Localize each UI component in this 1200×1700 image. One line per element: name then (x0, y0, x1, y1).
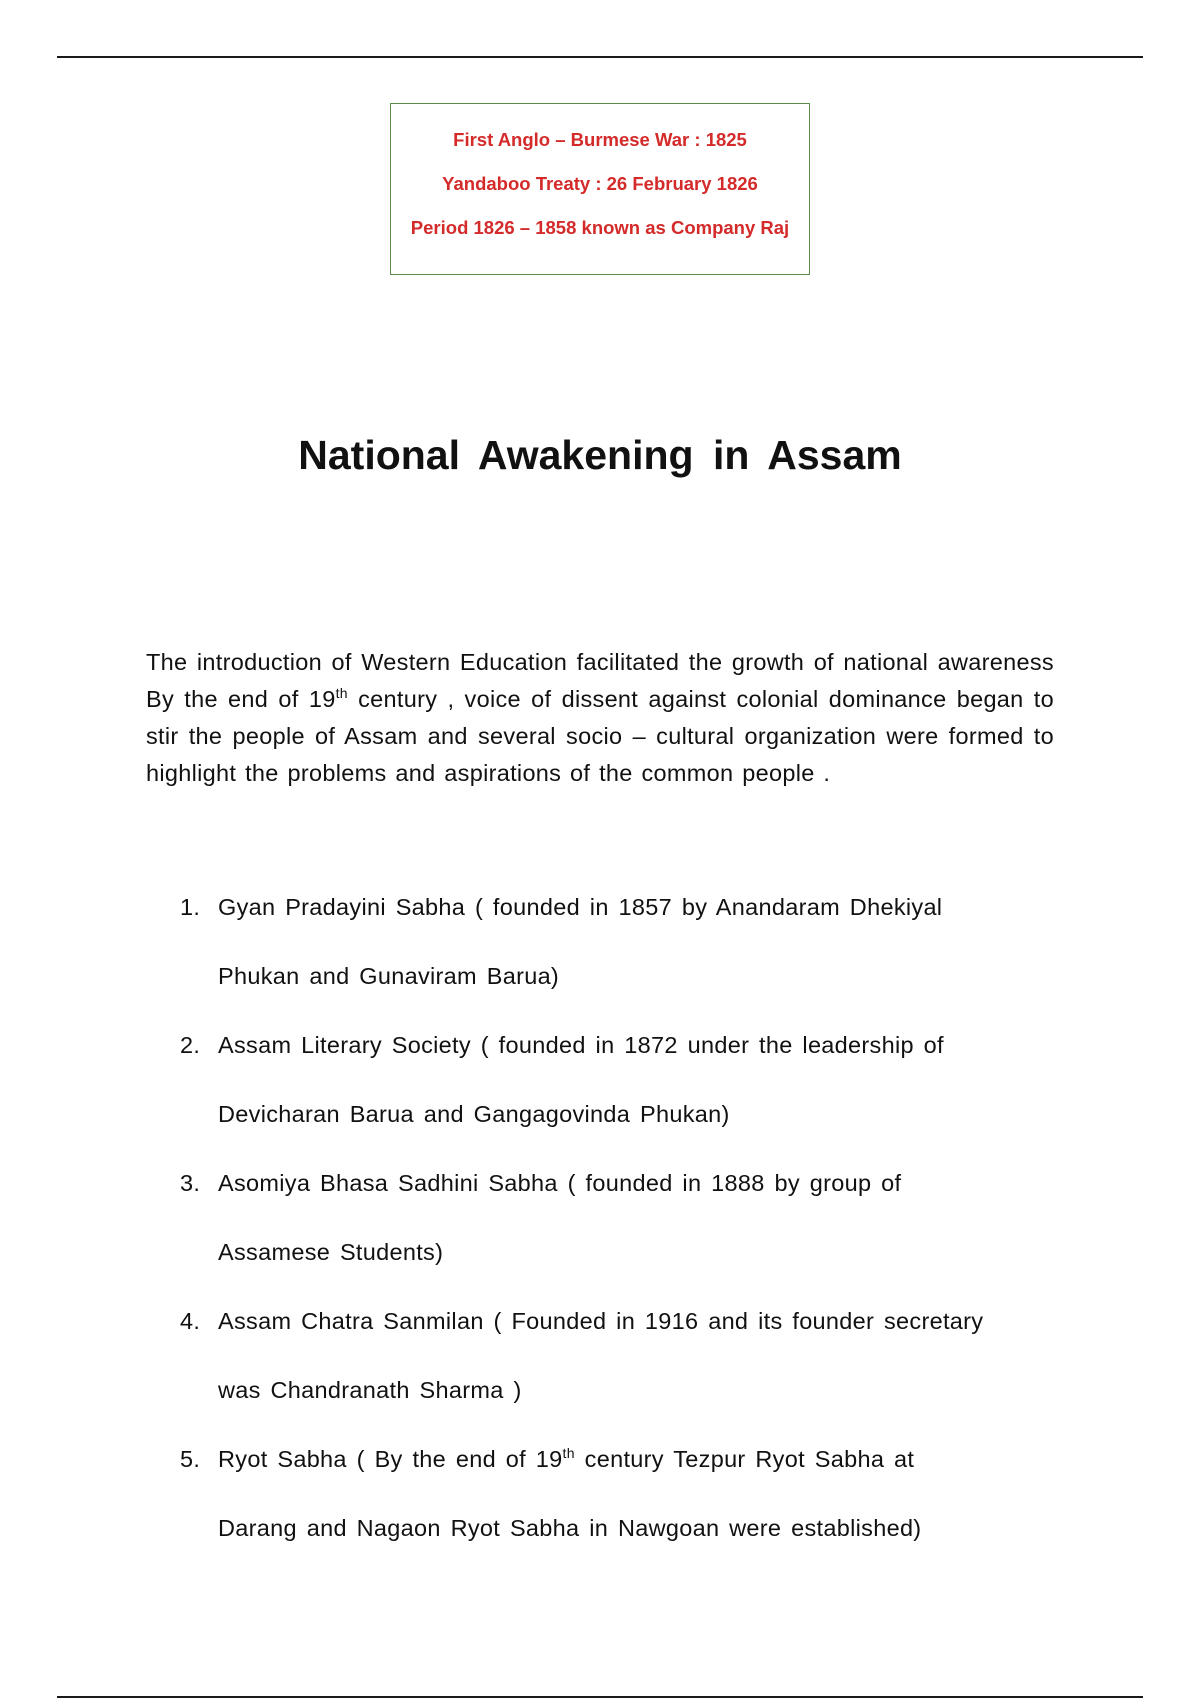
list-item-line2: Assamese Students) (218, 1239, 444, 1265)
intro-text-part2: century , voice of dissent against colonial dominance began to stir the people of Assam and several socio – cultural organization were formed to highlight the problems and aspirations of the common people . (146, 686, 1054, 786)
list-item-line1: Gyan Pradayini Sabha ( founded in 1857 by Anandaram Dhekiyal (218, 894, 943, 920)
intro-superscript: th (335, 685, 348, 702)
list-item-line2: Devicharan Barua and Gangagovinda Phukan) (218, 1101, 730, 1127)
list-item-line2: Darang and Nagaon Ryot Sabha in Nawgoan were established) (218, 1515, 922, 1541)
list-item (180, 1308, 1080, 1446)
top-rule (57, 56, 1143, 58)
list-item (180, 1170, 1080, 1308)
list-item-line1: Assam Literary Society ( founded in 1872 under the leadership of (218, 1032, 944, 1058)
list-item-superscript: th (562, 1445, 575, 1462)
list-item-text-a: Ryot Sabha ( By the end of 19 (218, 1446, 563, 1472)
callout-line-period: Period 1826 – 1858 known as Company Raj (410, 217, 790, 238)
list-item-number: 1. (180, 894, 201, 920)
intro-text-part1: The introduction of Western Education facilitated the growth of national awareness By the end of 19 (146, 649, 1054, 712)
list-item (180, 1446, 1080, 1584)
page-title: National Awakening in Assam (298, 432, 902, 478)
list-item-number: 4. (180, 1308, 201, 1334)
callout-line-war: First Anglo – Burmese War : 1825 (453, 129, 747, 150)
organizations-list (180, 894, 1080, 1584)
callout-line-treaty: Yandaboo Treaty : 26 February 1826 (442, 173, 758, 194)
list-item (180, 894, 1080, 1032)
intro-paragraph (146, 644, 1054, 792)
dates-callout-box (390, 103, 810, 275)
list-item-number: 5. (180, 1446, 201, 1472)
list-item-number: 3. (180, 1170, 201, 1196)
list-item-line1 (218, 1446, 914, 1473)
list-item-line2: was Chandranath Sharma ) (218, 1377, 522, 1403)
bottom-rule (57, 1696, 1143, 1698)
list-item-text-b: century Tezpur Ryot Sabha at (574, 1446, 915, 1472)
list-item-line1: Assam Chatra Sanmilan ( Founded in 1916 and its founder secretary (218, 1308, 984, 1334)
list-item-line1: Asomiya Bhasa Sadhini Sabha ( founded in 1888 by group of (218, 1170, 902, 1196)
list-item-line2: Phukan and Gunaviram Barua) (218, 963, 560, 989)
list-item (180, 1032, 1080, 1170)
list-item-number: 2. (180, 1032, 201, 1058)
